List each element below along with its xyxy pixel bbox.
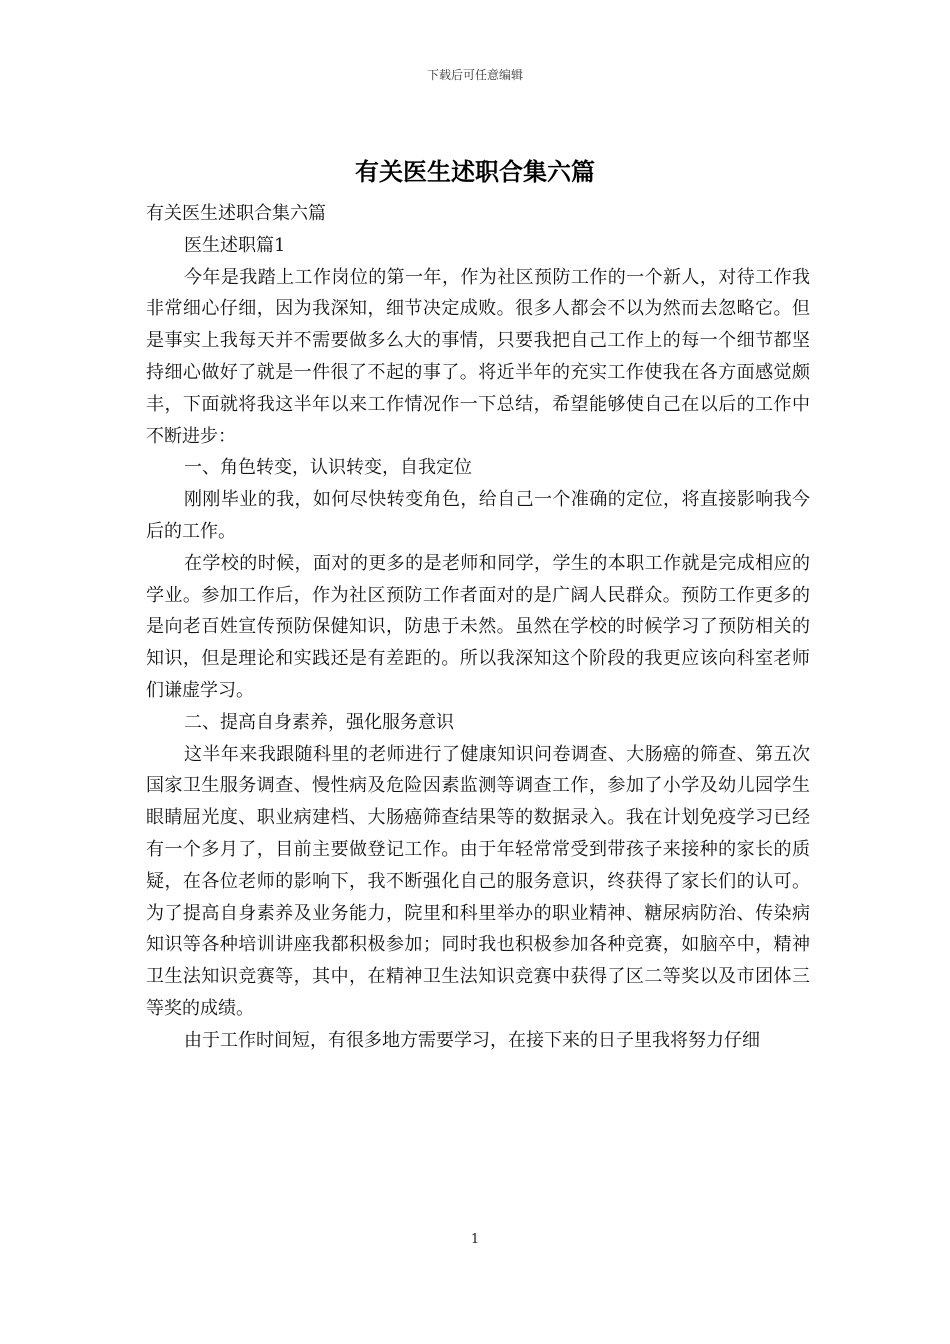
header-note: 下载后可任意编辑 — [426, 68, 523, 82]
document-body — [146, 198, 810, 1057]
paragraph-school-vs-work: 在学校的时候，面对的更多的是老师和同学，学生的本职工作就是完成相应的学业。参加工作后，作为社区预防工作者面对的是广阔人民群众。预防工作更多的是向老百姓宣传预防保健知识，防患于未然。虽然在学校的时候学习了预防相关的知识，但是理论和实践还是有差距的。所以我深知这个阶段的我更应该向科室老师们谦虚学习。 — [146, 552, 810, 701]
page-number: 1 — [470, 1232, 480, 1247]
paragraph-intro: 今年是我踏上工作岗位的第一年，作为社区预防工作的一个新人，对待工作我非常细心仔细，因为我深知，细节决定成败。很多人都会不以为然而去忽略它。但是事实上我每天并不需要做多么大的事情，只要我把自己工作上的每一个细节都坚持细心做好了就是一件很了不起的事了。将近半年的充实工作使我在各方面感觉颇丰，下面就将我这半年以来工作情况作一下总结，希望能够使自己在以后的工作中不断进步： — [146, 266, 810, 447]
paragraph-conclusion-start: 由于工作时间短，有很多地方需要学习，在接下来的日子里我将努力仔细 — [184, 1029, 760, 1051]
document-title: 有关医生述职合集六篇 — [355, 157, 595, 186]
paragraph-heading-one: 一、角色转变，认识转变，自我定位 — [184, 457, 472, 479]
paragraph-heading-two: 二、提高自身素养，强化服务意识 — [184, 711, 454, 733]
paragraph-subtitle: 有关医生述职合集六篇 — [146, 203, 326, 224]
paragraph-section-heading: 医生述职篇1 — [184, 234, 286, 256]
paragraph-role-change: 刚刚毕业的我，如何尽快转变角色，给自己一个准确的定位，将直接影响我今后的工作。 — [146, 489, 810, 542]
paragraph-work-details: 这半年来我跟随科里的老师进行了健康知识问卷调查、大肠癌的筛查、第五次国家卫生服务调查、慢性病及危险因素监测等调查工作，参加了小学及幼儿园学生眼睛屈光度、职业病建档、大肠癌筛查结果等的数据录入。我在计划免疫学习已经有一个多月了，目前主要做登记工作。由于年轻常常受到带孩子来接种的家长的质疑，在各位老师的影响下，我不断强化自己的服务意识，终获得了家长们的认可。为了提高自身素养及业务能力，院里和科里举办的职业精神、糖尿病防治、传染病知识等各种培训讲座我都积极参加；同时我也积极参加各种竞赛，如脑卒中，精神卫生法知识竞赛等，其中，在精神卫生法知识竞赛中获得了区二等奖以及市团体三等奖的成绩。 — [146, 743, 810, 1019]
